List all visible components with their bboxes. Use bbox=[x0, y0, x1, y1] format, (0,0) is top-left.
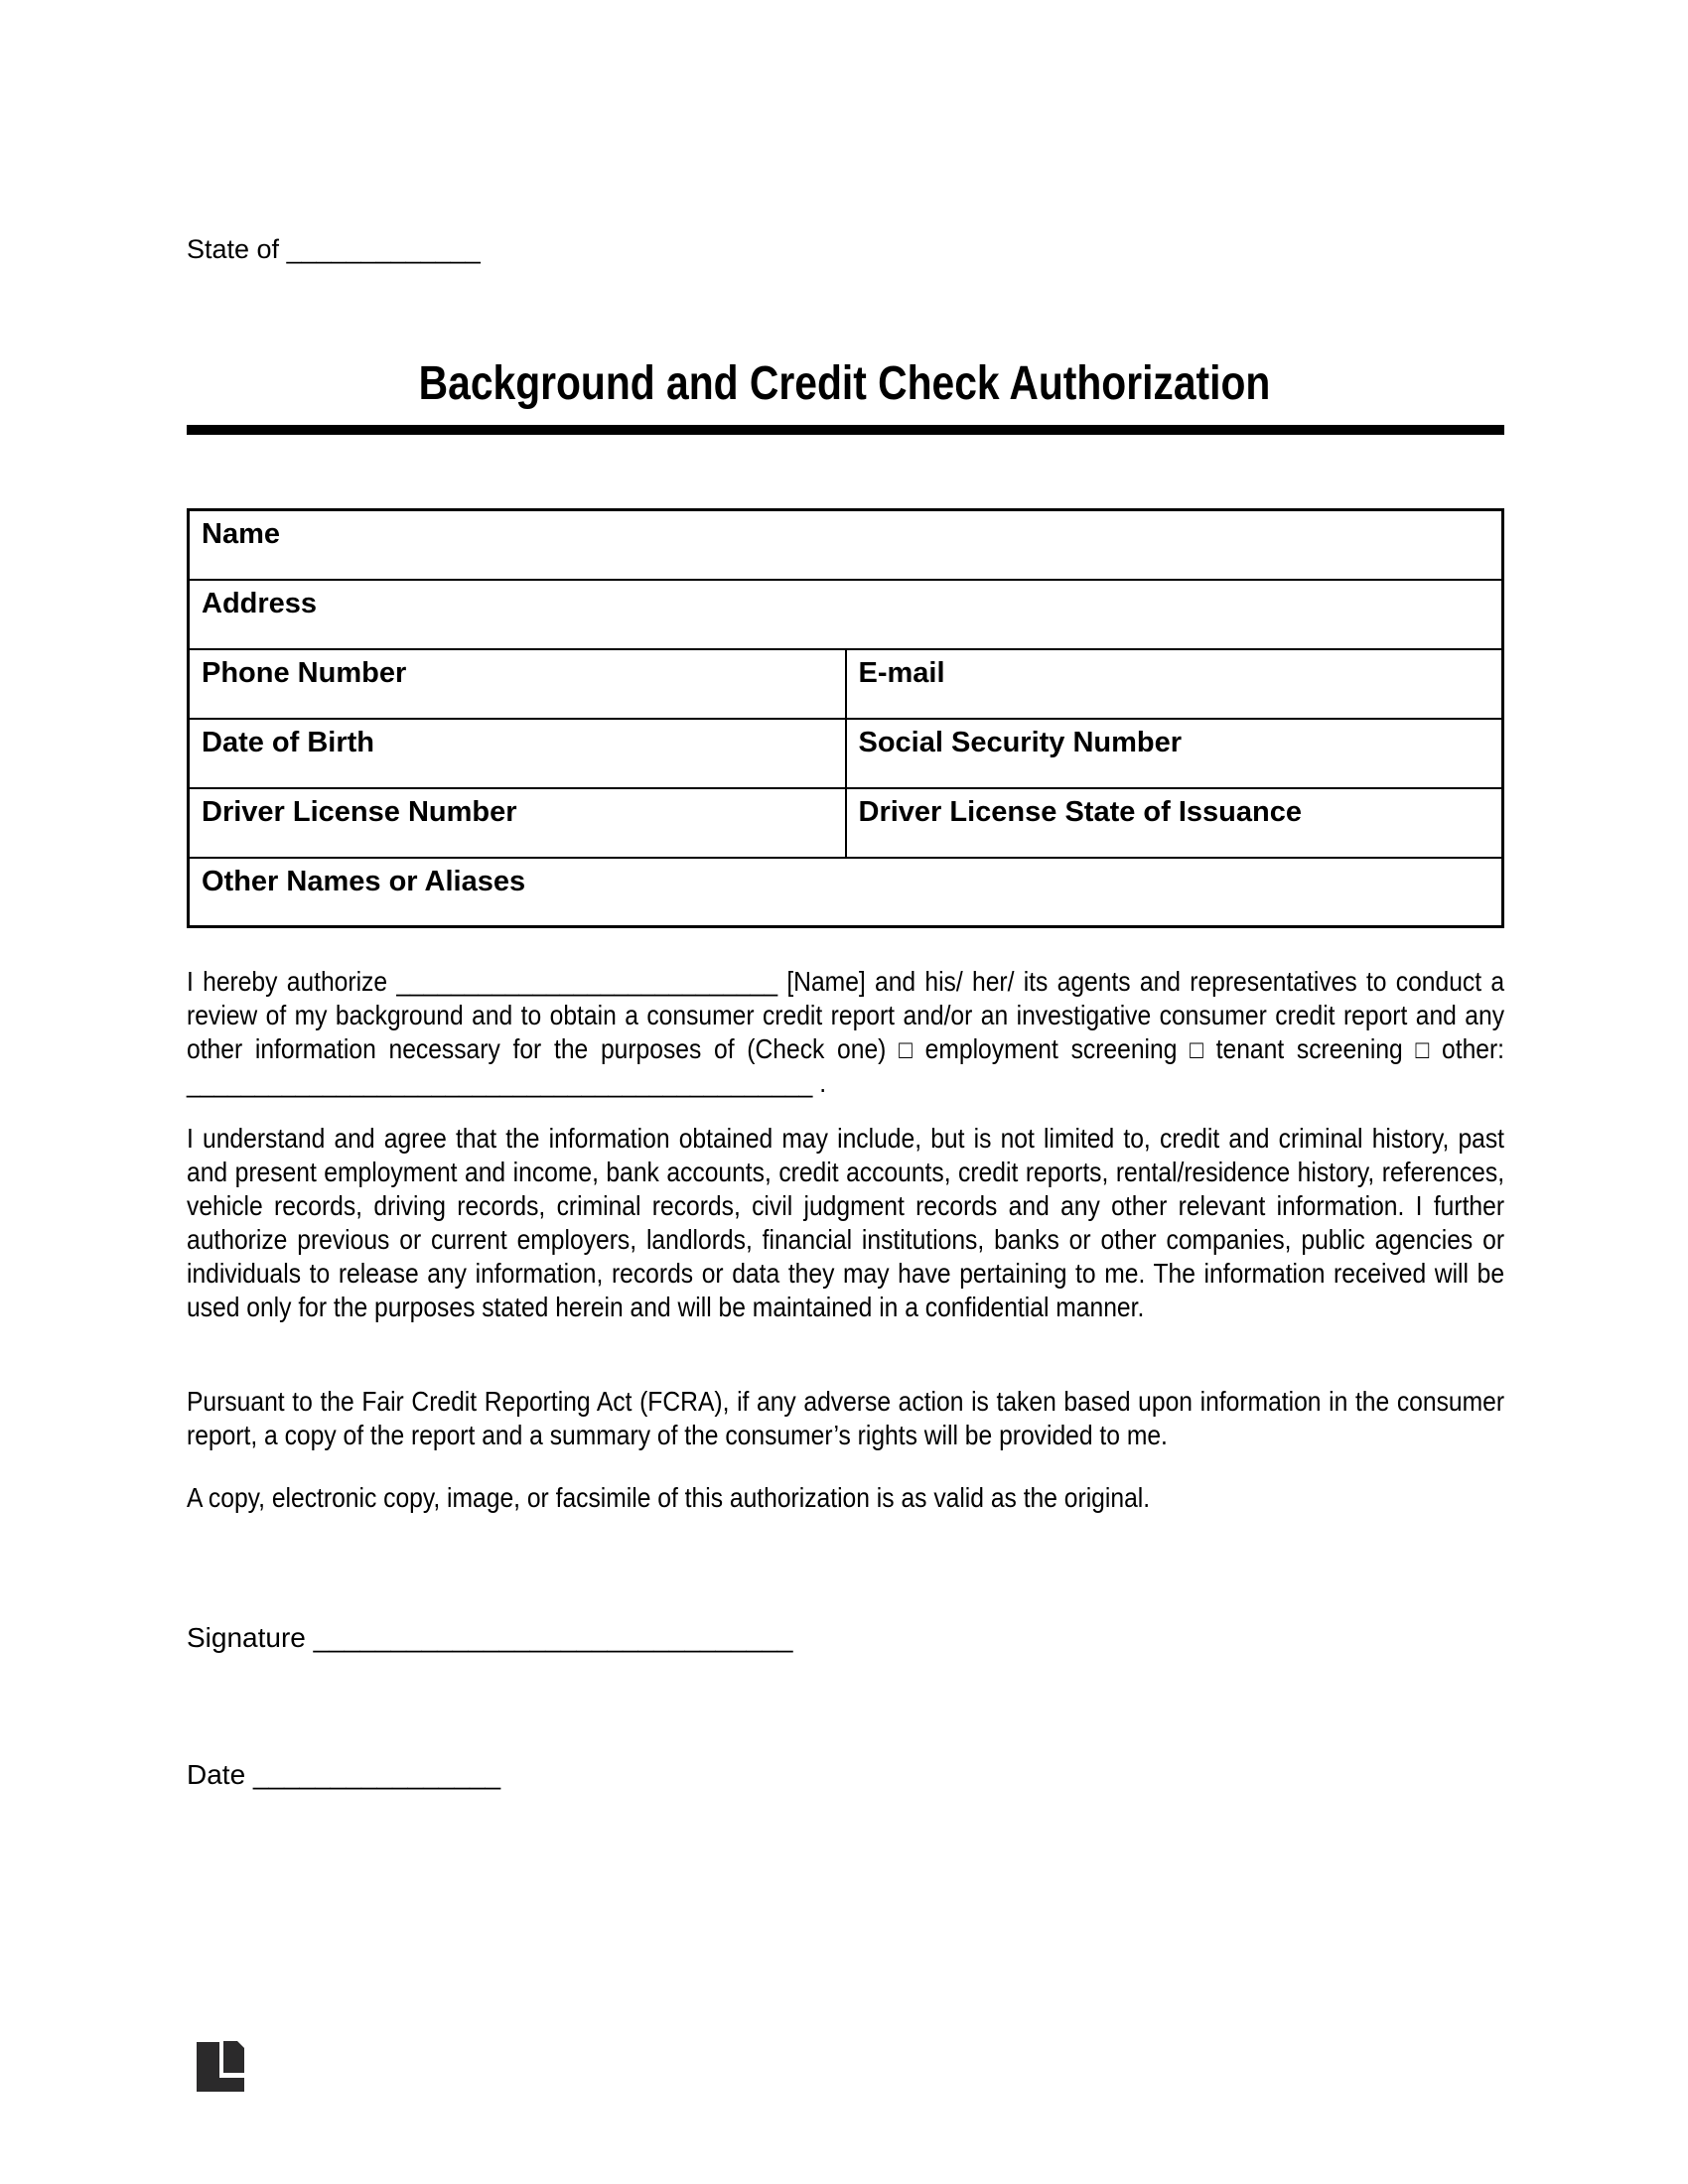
signature-blank-field[interactable]: _______________________________ bbox=[313, 1622, 793, 1653]
name-label: Name bbox=[202, 518, 280, 550]
other-purpose-blank-field[interactable]: ______________________________________________ bbox=[187, 1067, 813, 1098]
ssn-label: Social Security Number bbox=[858, 726, 1183, 758]
tenant-screening-label: tenant screening bbox=[1215, 1033, 1403, 1064]
aliases-field-cell[interactable] bbox=[189, 858, 1503, 927]
legal-templates-logo-icon bbox=[197, 2041, 244, 2092]
signature-row bbox=[187, 1622, 792, 1654]
driver-license-number-label: Driver License Number bbox=[202, 795, 517, 828]
table-row bbox=[189, 580, 1503, 649]
date-of-birth-field-cell[interactable] bbox=[189, 719, 846, 788]
state-of-blank-field[interactable]: _____________ bbox=[286, 234, 481, 264]
address-label: Address bbox=[202, 587, 318, 619]
email-field-cell[interactable] bbox=[846, 649, 1503, 719]
address-field-cell[interactable] bbox=[189, 580, 1503, 649]
email-label: E-mail bbox=[858, 656, 945, 689]
name-field-cell[interactable] bbox=[189, 510, 1503, 580]
employment-screening-label: employment screening bbox=[924, 1033, 1178, 1064]
date-blank-field[interactable]: ________________ bbox=[252, 1759, 501, 1790]
title-divider-rule bbox=[187, 425, 1504, 435]
driver-license-state-field-cell[interactable] bbox=[846, 788, 1503, 858]
table-row bbox=[189, 719, 1503, 788]
page-title: Background and Credit Check Authorization bbox=[418, 357, 1270, 410]
date-row bbox=[187, 1759, 500, 1791]
date-label: Date bbox=[187, 1759, 246, 1790]
employment-screening-checkbox[interactable]: □ bbox=[899, 1034, 913, 1064]
other-purpose-checkbox[interactable]: □ bbox=[1415, 1034, 1430, 1064]
other-purpose-label: other: bbox=[1442, 1033, 1505, 1064]
table-row bbox=[189, 649, 1503, 719]
phone-field-cell[interactable] bbox=[189, 649, 846, 719]
phone-label: Phone Number bbox=[202, 656, 407, 689]
ssn-field-cell[interactable] bbox=[846, 719, 1503, 788]
authorization-body-text: [Name] and his/ her/ its agents and representatives to conduct a review of my background and to obtain a consumer credit report and/or an investigative consumer credit report and any other information necessary for the purposes of (Check one) bbox=[187, 966, 1505, 1064]
aliases-label: Other Names or Aliases bbox=[202, 865, 526, 897]
table-row bbox=[189, 510, 1503, 580]
tenant-screening-checkbox[interactable]: □ bbox=[1190, 1034, 1203, 1064]
driver-license-state-label: Driver License State of Issuance bbox=[858, 795, 1302, 828]
authorization-paragraph bbox=[187, 965, 1504, 1100]
signature-label: Signature bbox=[187, 1622, 306, 1653]
applicant-info-table bbox=[187, 508, 1504, 928]
authorization-lead-text: I hereby authorize bbox=[187, 966, 388, 997]
copy-validity-paragraph: A copy, electronic copy, image, or facsimile of this authorization is as valid as the original. bbox=[187, 1482, 1151, 1513]
date-of-birth-label: Date of Birth bbox=[202, 726, 374, 758]
state-of-row bbox=[187, 234, 481, 265]
fcra-notice-paragraph: Pursuant to the Fair Credit Reporting Act (FCRA), if any adverse action is taken based upon information in the consumer report, a copy of the report and a summary of the consumer’s rights will be provided to me. bbox=[187, 1386, 1505, 1450]
authorized-name-blank-field[interactable]: ____________________________ bbox=[396, 966, 778, 997]
information-scope-paragraph: I understand and agree that the information obtained may include, but is not limited to, credit and criminal history, past and present employment and income, bank accounts, credit accounts, credit reports, rental/residence history, references, vehicle records, driving records, criminal records, civil judgment records and any other relevant information. I further authorize previous or current employers, landlords, financial institutions, banks or other companies, public agencies or individuals to release any information, records or data they may have pertaining to me. The information received will be used only for the purposes stated herein and will be maintained in a confidential manner. bbox=[187, 1123, 1505, 1322]
table-row bbox=[189, 858, 1503, 927]
table-row bbox=[189, 788, 1503, 858]
state-of-label: State of bbox=[187, 234, 280, 264]
sentence-period: . bbox=[819, 1067, 827, 1098]
driver-license-number-field-cell[interactable] bbox=[189, 788, 846, 858]
